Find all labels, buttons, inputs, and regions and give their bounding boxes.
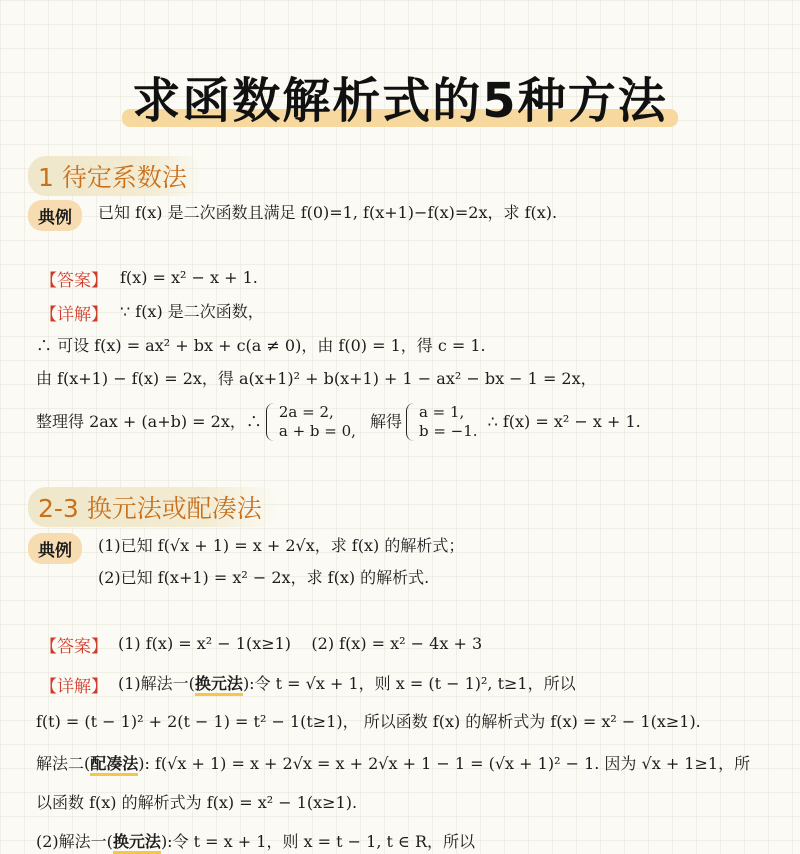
system-2: [406, 403, 478, 441]
system-2-eq1: a = 1,: [418, 403, 465, 421]
highlight-substitution-2: 换元法: [113, 832, 161, 854]
detail2-line-1: (1)解法一(换元法):令 t = √x + 1，则 x = (t − 1)², t≥1，所以: [118, 674, 576, 694]
highlight-substitution: 换元法: [195, 674, 243, 696]
answer-tag-2: 【答案】: [40, 637, 108, 657]
example-tag-2: 典例: [28, 533, 82, 564]
system-1: [266, 403, 356, 441]
highlight-matching: 配凑法: [90, 754, 138, 776]
detail-line-3: 由 f(x+1) − f(x) = 2x，得 a(x+1)² + b(x+1) + 1 − ax² − bx − 1 = 2x，: [36, 369, 597, 388]
page-title: 求函数解析式的5种方法: [122, 62, 677, 131]
line4-prefix: 整理得 2ax + (a+b) = 2x，∴: [36, 412, 262, 431]
answer-text-1: f(x) = x² − x + 1.: [120, 268, 258, 287]
detail-line-1: ∵ f(x) 是二次函数，: [120, 302, 264, 321]
title-block: [0, 62, 800, 131]
detail2-line-2: f(t) = (t − 1)² + 2(t − 1) = t² − 1(t≥1)， 所以函数 f(x) 的解析式为 f(x) = x² − 1(x≥1).: [36, 712, 701, 731]
system-2-eq2: b = −1.: [418, 422, 478, 440]
system-1-eq1: 2a = 2,: [278, 403, 334, 421]
detail2-line-5: (2)解法一(换元法):令 t = x + 1，则 x = t − 1, t ∈ R，所以: [36, 832, 475, 852]
left-brace-icon: [266, 403, 275, 441]
section-heading-2: 2-3 换元法或配凑法: [28, 487, 278, 527]
detail-line-4: [36, 398, 641, 446]
detail-tag-2: 【详解】: [40, 677, 108, 697]
line4-suffix: ∴ f(x) = x² − x + 1.: [487, 412, 641, 431]
example-text-2a: (1)已知 f(√x + 1) = x + 2√x，求 f(x) 的解析式；: [98, 536, 465, 555]
left-brace-icon: [406, 403, 415, 441]
detail-line-2: ∴ 可设 f(x) = ax² + bx + c(a ≠ 0)，由 f(0) = 1，得 c = 1.: [36, 336, 486, 355]
line4-mid: 解得: [369, 412, 402, 431]
answer-tag-1: 【答案】: [40, 271, 108, 291]
section-heading-1: 1 待定系数法: [28, 156, 203, 196]
answer-text-2: (1) f(x) = x² − 1(x≥1) (2) f(x) = x² − 4x + 3: [118, 634, 483, 653]
example-text-2b: (2)已知 f(x+1) = x² − 2x，求 f(x) 的解析式.: [98, 568, 430, 587]
detail-tag-1: 【详解】: [40, 305, 108, 325]
system-1-eq2: a + b = 0,: [278, 422, 356, 440]
detail2-line-3: 解法二(配凑法): f(√x + 1) = x + 2√x = x + 2√x + 1 − 1 = (√x + 1)² − 1. 因为 √x + 1≥1，所: [36, 754, 750, 774]
example-text-1: 已知 f(x) 是二次函数且满足 f(0)=1, f(x+1)−f(x)=2x，求 f(x).: [98, 203, 558, 222]
detail2-line-4: 以函数 f(x) 的解析式为 f(x) = x² − 1(x≥1).: [36, 793, 358, 812]
example-tag-1: 典例: [28, 200, 82, 231]
